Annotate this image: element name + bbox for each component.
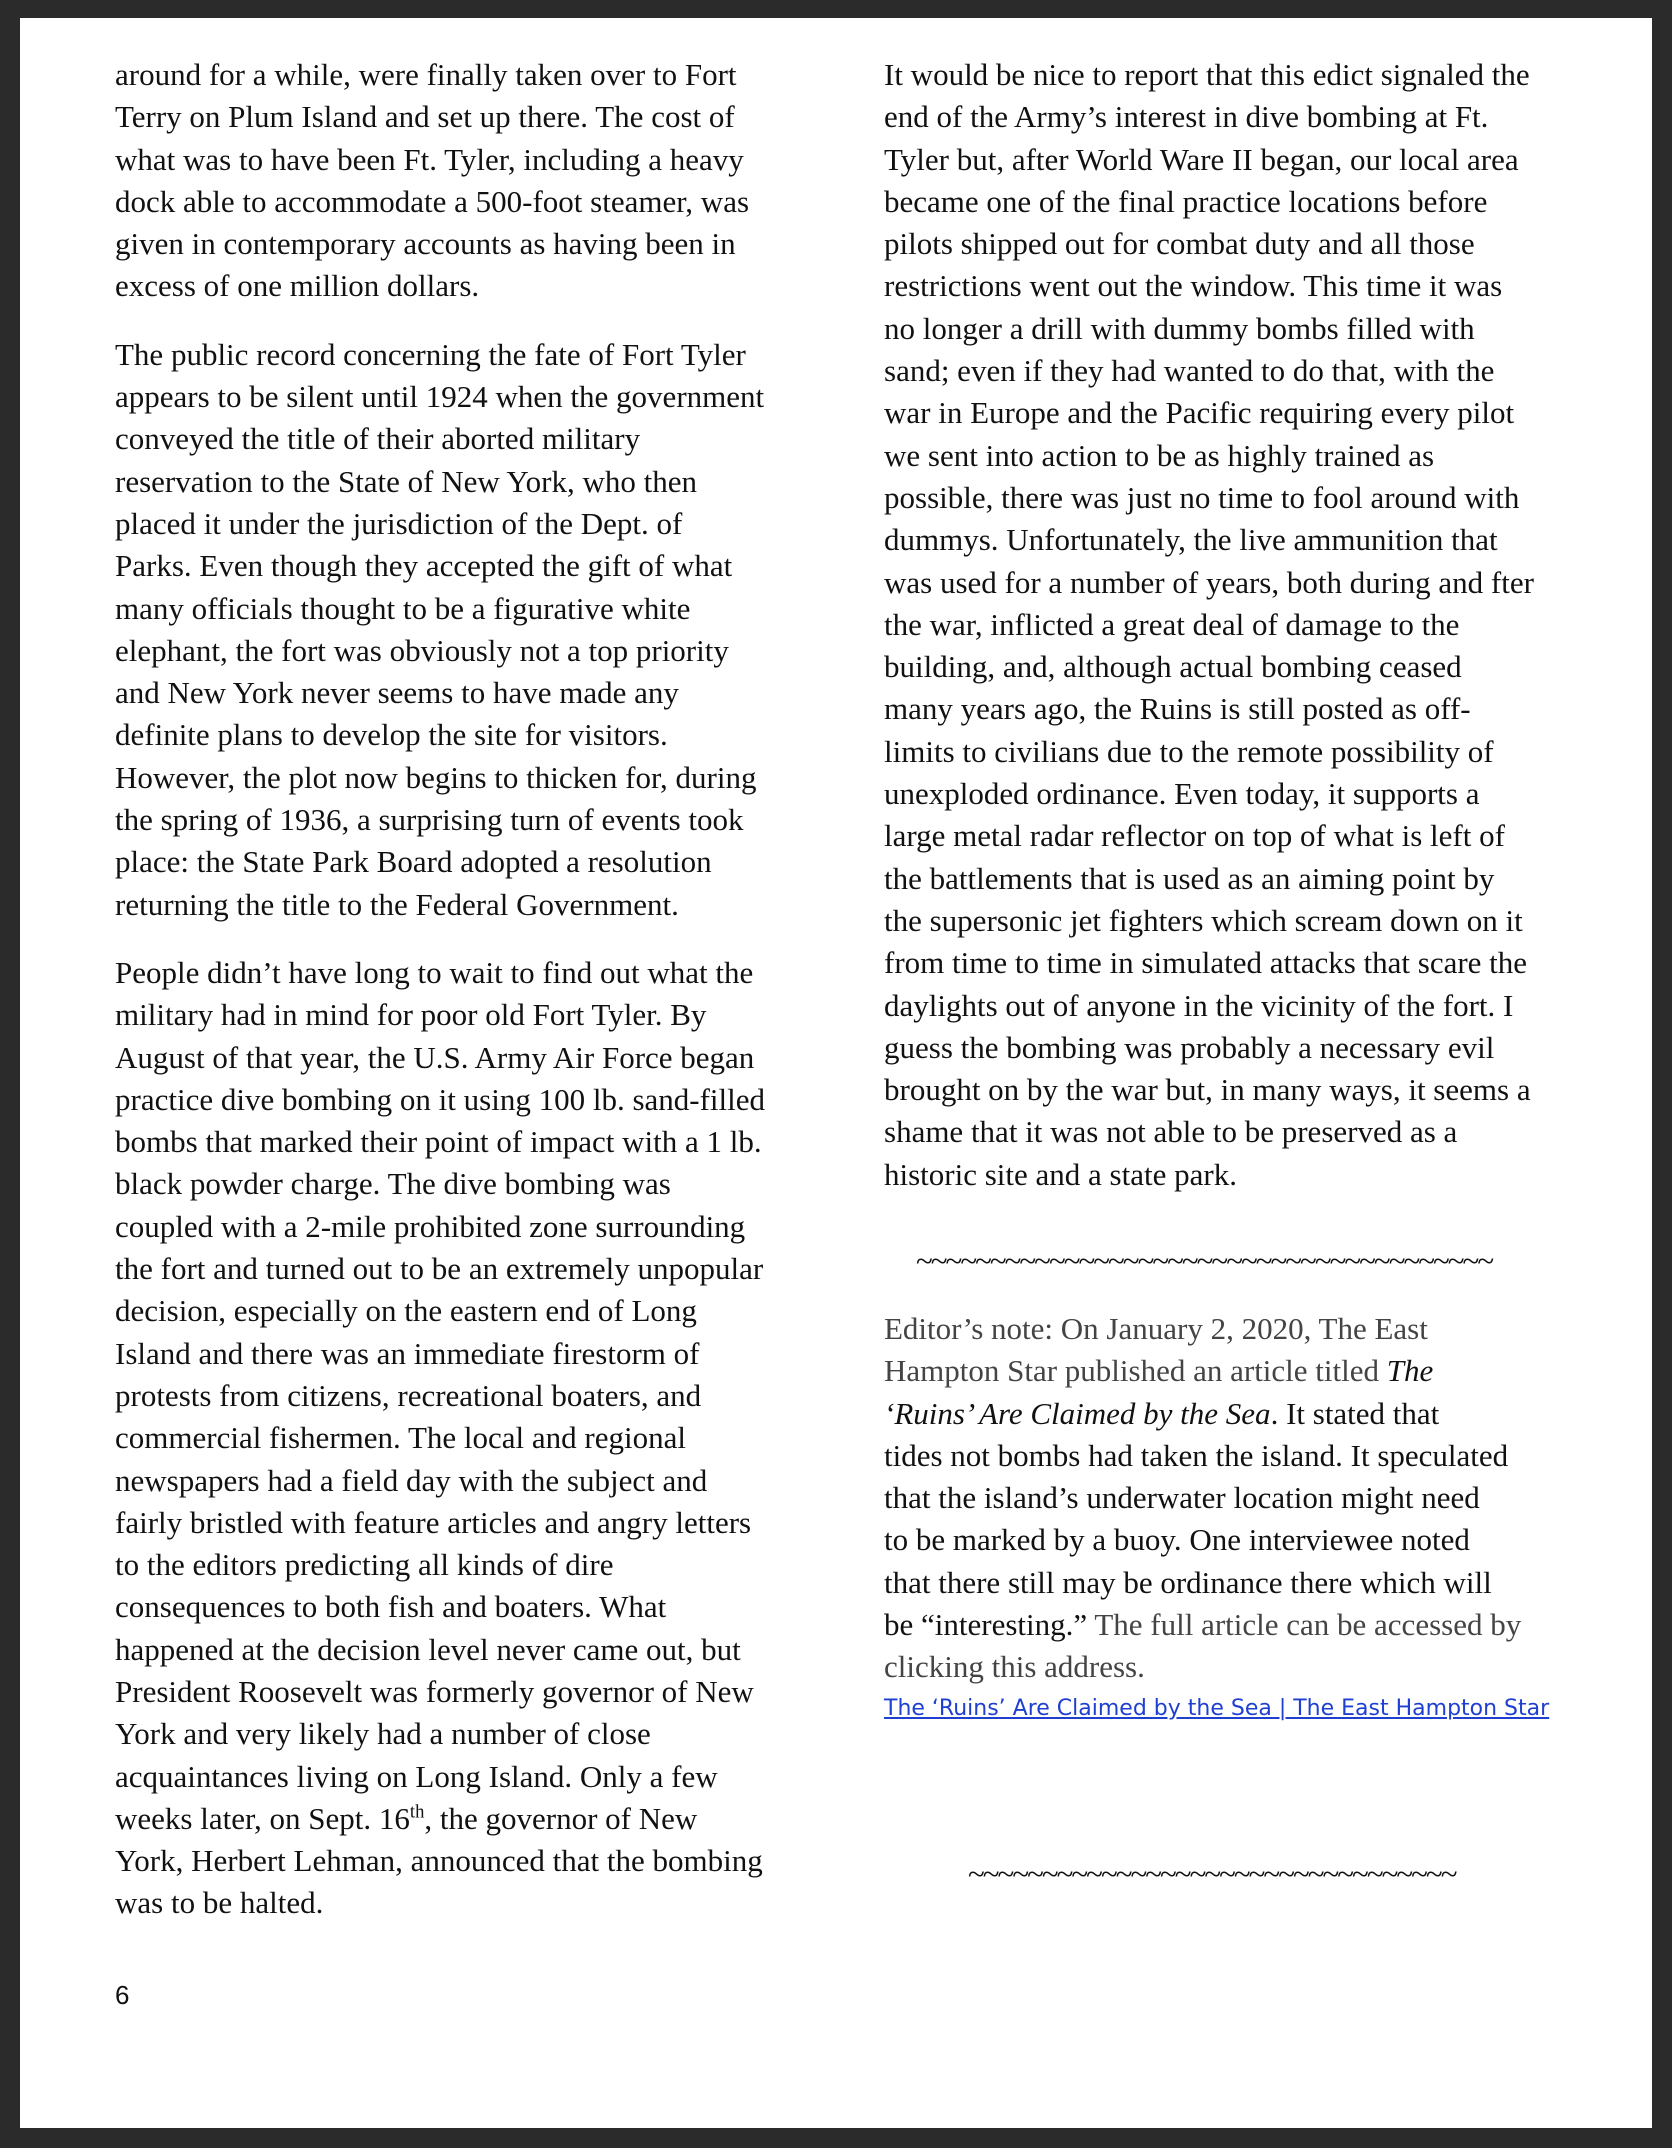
text-line: the battlements that is used as an aiming point by xyxy=(884,860,1495,896)
text-line: large metal radar reflector on top of what is left of xyxy=(884,818,1505,854)
note-line-9: clicking this address. xyxy=(884,1649,1145,1685)
text-line: protests from citizens, recreational boaters, and xyxy=(115,1377,702,1413)
text-line: historic site and a state park. xyxy=(884,1156,1237,1192)
text-line: bombs that marked their point of impact with a 1 lb. xyxy=(115,1124,762,1160)
left-paragraph-2 xyxy=(115,334,815,926)
text-line: conveyed the title of their aborted military xyxy=(115,421,641,457)
text-line: York and very likely had a number of close xyxy=(115,1716,651,1752)
separator-tildes-2: ~~~~~~~~~~~~~~~~~~~~~~~~~~~~~~~~~ xyxy=(968,1856,1456,1891)
text-line: restrictions went out the window. This time it was xyxy=(884,268,1503,304)
text-line: limits to civilians due to the remote possibility of xyxy=(884,733,1494,769)
text-line: shame that it was not able to be preserved as a xyxy=(884,1114,1458,1150)
note-line-1: Editor’s note: On January 2, 2020, The East xyxy=(884,1311,1428,1346)
text-line: practice dive bombing on it using 100 lb. sand-filled xyxy=(115,1081,766,1117)
text-line: placed it under the jurisdiction of the Dept. of xyxy=(115,505,683,541)
text-line: dummys. Unfortunately, the live ammunition that xyxy=(884,522,1498,558)
left-column xyxy=(115,54,815,1951)
text-line: military had in mind for poor old Fort Tyler. By xyxy=(115,997,707,1033)
text-line: tides not bombs had taken the island. It speculated xyxy=(884,1437,1509,1473)
text-line: war in Europe and the Pacific requiring every pilot xyxy=(884,395,1515,431)
text-line: was used for a number of years, both during and fter xyxy=(884,564,1534,600)
editors-note xyxy=(884,1308,1594,1689)
note-line-8: be “interesting.” The full article can be accessed by xyxy=(884,1607,1522,1643)
text-line: reservation to the State of New York, who then xyxy=(115,463,698,499)
text-line: the war, inflicted a great deal of damage to the xyxy=(884,606,1460,642)
text-line: Terry on Plum Island and set up there. The cost of xyxy=(115,99,735,135)
text-line: that there still may be ordinance there which will xyxy=(884,1564,1492,1600)
text-line: consequences to both fish and boaters. What xyxy=(115,1589,667,1625)
text-line: fairly bristled with feature articles and angry letters xyxy=(115,1504,752,1540)
text-line: to be marked by a buoy. One interviewee noted xyxy=(884,1522,1470,1558)
text-line: building, and, although actual bombing ceased xyxy=(884,649,1462,685)
text-line: daylights out of anyone in the vicinity of the fort. I xyxy=(884,987,1514,1023)
text-line: that the island’s underwater location might need xyxy=(884,1480,1480,1516)
text-line: what was to have been Ft. Tyler, including a heavy xyxy=(115,141,744,177)
page-number: 6 xyxy=(115,1980,130,2010)
separator-tildes-1: ~~~~~~~~~~~~~~~~~~~~~~~~~~~~~~~~~~~~~~~ xyxy=(916,1243,1493,1278)
text-line: coupled with a 2-mile prohibited zone surrounding xyxy=(115,1208,746,1244)
text-line: appears to be silent until 1924 when the government xyxy=(115,379,765,415)
text-line: from time to time in simulated attacks that scare the xyxy=(884,945,1528,981)
text-line: York, Herbert Lehman, announced that the bombing xyxy=(115,1843,763,1879)
text-line: Parks. Even though they accepted the gift of what xyxy=(115,548,733,584)
text-line: August of that year, the U.S. Army Air Force began xyxy=(115,1039,755,1075)
text-line: guess the bombing was probably a necessary evil xyxy=(884,1029,1495,1065)
text-line: elephant, the fort was obviously not a top priority xyxy=(115,632,729,668)
note-line-2: Hampton Star published an article titled The xyxy=(884,1353,1434,1389)
document-page xyxy=(20,18,1652,2128)
text-line: we sent into action to be as highly trained as xyxy=(884,437,1435,473)
text-line: brought on by the war but, in many ways, it seems a xyxy=(884,1072,1531,1108)
text-line: decision, especially on the eastern end of Long xyxy=(115,1293,697,1329)
text-line: around for a while, were finally taken over to Fort xyxy=(115,57,737,92)
text-line: commercial fishermen. The local and regional xyxy=(115,1420,686,1456)
sept-16th-line: weeks later, on Sept. 16th, the governor of New xyxy=(115,1800,698,1836)
text-line: It would be nice to report that this edict signaled the xyxy=(884,57,1530,92)
text-line: Island and there was an immediate firestorm of xyxy=(115,1335,700,1371)
left-paragraph-1 xyxy=(115,54,815,308)
text-line: The public record concerning the fate of Fort Tyler xyxy=(115,336,746,372)
text-line: many officials thought to be a figurative white xyxy=(115,590,691,626)
text-line: and New York never seems to have made any xyxy=(115,675,679,711)
left-paragraph-3 xyxy=(115,952,815,1925)
note-line-3: ‘Ruins’ Are Claimed by the Sea. It stated that xyxy=(884,1395,1440,1431)
text-line: definite plans to develop the site for visitors. xyxy=(115,717,668,753)
text-line: end of the Army’s interest in dive bombing at Ft. xyxy=(884,99,1489,135)
text-line: sand; even if they had wanted to do that, with the xyxy=(884,353,1495,389)
text-line: People didn’t have long to wait to find out what the xyxy=(115,954,754,990)
text-line: the spring of 1936, a surprising turn of events took xyxy=(115,802,744,838)
text-line: the supersonic jet fighters which scream down on it xyxy=(884,902,1523,938)
text-line: the fort and turned out to be an extremely unpopular xyxy=(115,1251,764,1287)
text-line: newspapers had a field day with the subject and xyxy=(115,1462,708,1498)
text-line: excess of one million dollars. xyxy=(115,268,480,304)
text-line: to the editors predicting all kinds of dire xyxy=(115,1547,614,1583)
text-line: acquaintances living on Long Island. Only a few xyxy=(115,1758,718,1794)
text-line: Tyler but, after World Ware II began, our local area xyxy=(884,141,1519,177)
text-line: pilots shipped out for combat duty and all those xyxy=(884,226,1475,262)
text-line: given in contemporary accounts as having been in xyxy=(115,226,736,262)
text-line: became one of the final practice locations before xyxy=(884,183,1488,219)
text-line: However, the plot now begins to thicken for, during xyxy=(115,759,757,795)
text-line: happened at the decision level never came out, but xyxy=(115,1631,741,1667)
text-line: place: the State Park Board adopted a resolution xyxy=(115,844,712,880)
text-line: returning the title to the Federal Government. xyxy=(115,886,679,922)
text-line: unexploded ordinance. Even today, it supports a xyxy=(884,776,1480,812)
text-line: was to be halted. xyxy=(115,1885,324,1921)
text-line: President Roosevelt was formerly governor of New xyxy=(115,1673,754,1709)
text-line: many years ago, the Ruins is still posted as off- xyxy=(884,691,1471,727)
text-line: no longer a drill with dummy bombs filled with xyxy=(884,310,1475,346)
right-column xyxy=(884,54,1584,1222)
text-line: possible, there was just no time to fool around with xyxy=(884,479,1520,515)
article-link[interactable]: The ‘Ruins’ Are Claimed by the Sea | The East Hampton Star xyxy=(884,1696,1550,1721)
text-line: black powder charge. The dive bombing was xyxy=(115,1166,671,1202)
right-paragraph-1 xyxy=(884,54,1584,1196)
text-line: dock able to accommodate a 500-foot steamer, was xyxy=(115,183,750,219)
